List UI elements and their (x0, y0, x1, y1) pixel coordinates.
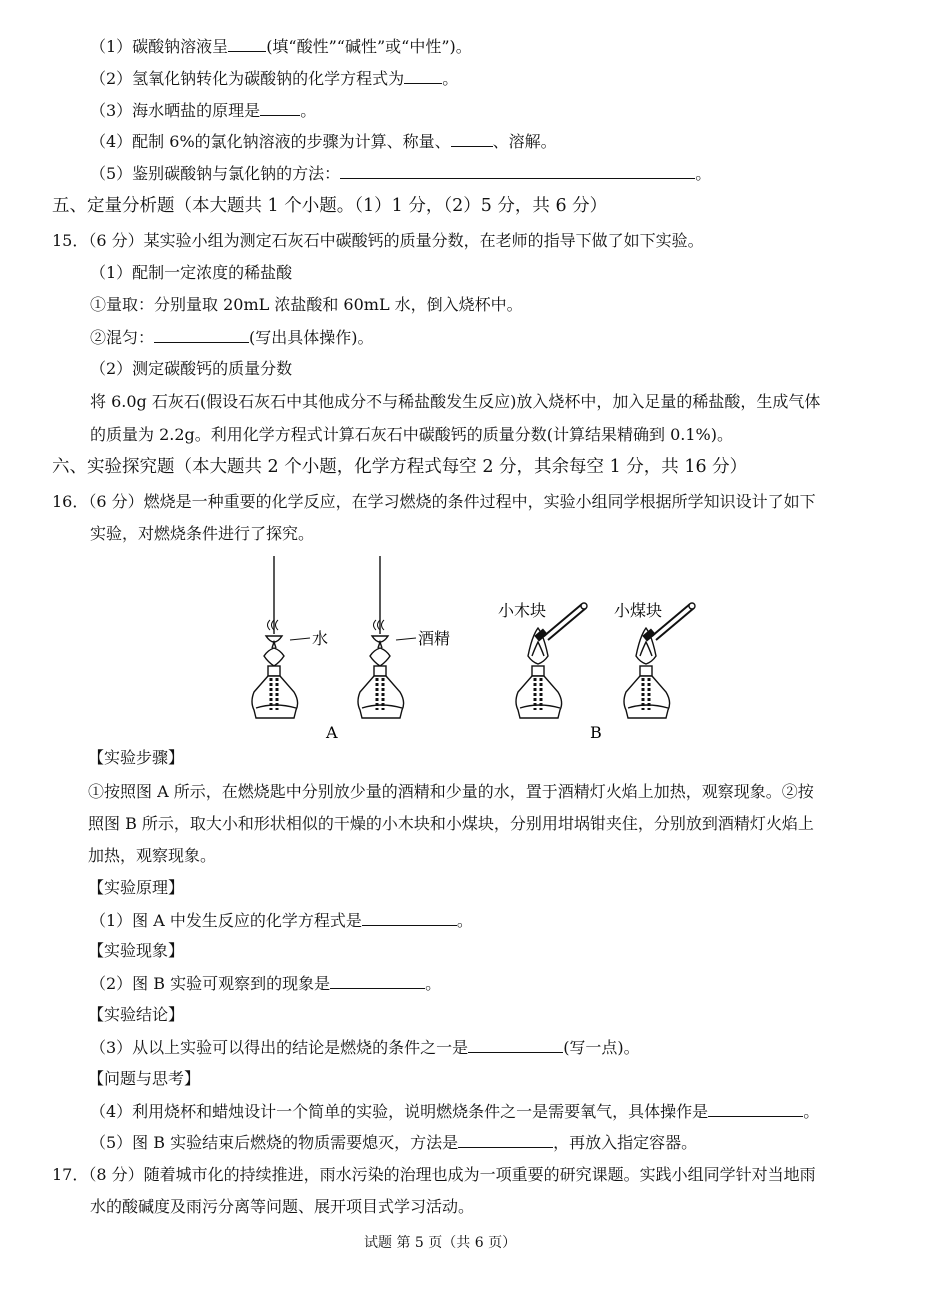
phenomenon-suffix: 。 (425, 974, 442, 993)
label-alcohol: 酒精 (418, 629, 451, 648)
think-question-5 (90, 1132, 697, 1153)
q14-item-1 (90, 36, 472, 57)
principle-question (90, 910, 473, 931)
q14-item-5-text: （5）鉴别碳酸钠与氯化钠的方法： (90, 164, 341, 183)
phenomenon-text: （2）图 B 实验可观察到的现象是 (90, 974, 331, 993)
answer-blank[interactable] (708, 1101, 803, 1117)
q14-item-3-suffix: 。 (300, 101, 317, 120)
q14-item-1-suffix: (填“酸性”“碱性”或“中性”)。 (266, 37, 472, 56)
answer-blank[interactable] (330, 973, 425, 989)
q15-stem: 15．（6 分）某实验小组为测定石灰石中碳酸钙的质量分数，在老师的指导下做了如下实验。 (52, 231, 704, 250)
think-question-4-suffix: 。 (803, 1102, 820, 1121)
answer-blank[interactable] (458, 1132, 553, 1148)
answer-blank[interactable] (260, 100, 300, 116)
figure-label-a: A (326, 723, 338, 742)
steps-title: 【实验步骤】 (88, 748, 185, 767)
q14-item-4-suffix: 、溶解。 (492, 132, 557, 151)
q14-item-5 (90, 163, 711, 184)
section-6-title: 六、实验探究题（本大题共 2 个小题，化学方程式每空 2 分，其余每空 1 分，共 16 分） (52, 457, 748, 477)
conclusion-title: 【实验结论】 (88, 1005, 185, 1024)
answer-blank[interactable] (228, 36, 266, 52)
label-coal-block: 小煤块 (614, 601, 663, 620)
principle-text: （1）图 A 中发生反应的化学方程式是 (90, 911, 362, 930)
think-title: 【问题与思考】 (88, 1069, 201, 1088)
q14-item-2-text: （2）氢氧化钠转化为碳酸钠的化学方程式为 (90, 69, 405, 88)
phenomenon-title: 【实验现象】 (88, 941, 185, 960)
principle-title: 【实验原理】 (88, 878, 185, 897)
q16-stem-line-2: 实验，对燃烧条件进行了探究。 (90, 524, 315, 543)
think-question-4 (90, 1101, 819, 1122)
alcohol-lamp-a1 (252, 556, 298, 718)
q14-item-4-text: （4）配制 6%的氯化钠溶液的步骤为计算、称量、 (90, 132, 451, 151)
q15-part-1b-text: ②混匀： (90, 328, 155, 347)
conclusion-question (90, 1037, 640, 1058)
q14-item-1-text: （1）碳酸钠溶液呈 (90, 37, 229, 56)
q17-line-1: 17．（8 分）随着城市化的持续推进，雨水污染的治理也成为一项重要的研究课题。实践小组同学针对当地雨 (52, 1165, 816, 1184)
q14-item-3-text: （3）海水晒盐的原理是 (90, 101, 261, 120)
conclusion-suffix: (写一点)。 (563, 1038, 640, 1057)
q17-line-2: 水的酸碱度及雨污分离等问题、展开项目式学习活动。 (90, 1197, 475, 1216)
q14-item-5-suffix: 。 (695, 164, 712, 183)
q15-part-1a: ①量取：分别量取 20mL 浓盐酸和 60mL 水，倒入烧杯中。 (90, 295, 523, 314)
phenomenon-question (90, 973, 441, 994)
answer-blank[interactable] (362, 910, 457, 926)
alcohol-lamp-b2 (624, 603, 695, 718)
answer-blank[interactable] (451, 131, 493, 147)
q14-item-2-suffix: 。 (442, 69, 459, 88)
q15-part-1b (90, 327, 374, 348)
label-water: 水 (312, 629, 329, 648)
q14-item-2 (90, 68, 458, 89)
label-wood-block: 小木块 (498, 601, 547, 620)
steps-line-1: ①按照图 A 所示，在燃烧匙中分别放少量的酒精和少量的水，置于酒精灯火焰上加热，观察现象。②按 (88, 782, 814, 801)
steps-line-3: 加热，观察现象。 (88, 846, 217, 865)
principle-suffix: 。 (456, 911, 473, 930)
section-5-title: 五、定量分析题（本大题共 1 个小题。（1）1 分，（2）5 分，共 6 分） (52, 196, 608, 216)
answer-blank[interactable] (340, 163, 695, 179)
q14-item-4 (90, 131, 557, 152)
steps-line-2: 照图 B 所示，取大小和形状相似的干燥的小木块和小煤块，分别用坩埚钳夹住，分别放到酒精灯火焰上 (88, 814, 814, 833)
think-question-5-suffix: ，再放入指定容器。 (553, 1133, 698, 1152)
alcohol-lamp-b1 (516, 603, 587, 718)
q15-part-1b-suffix: (写出具体操作)。 (249, 328, 374, 347)
alcohol-lamp-a2 (358, 556, 404, 718)
q16-stem-line-1: 16．（6 分）燃烧是一种重要的化学反应，在学习燃烧的条件过程中，实验小组同学根据所学知识设计了如下 (52, 492, 816, 511)
conclusion-text: （3）从以上实验可以得出的结论是燃烧的条件之一是 (90, 1038, 469, 1057)
experiment-figure (250, 552, 720, 744)
answer-blank[interactable] (154, 327, 249, 343)
answer-blank[interactable] (404, 68, 442, 84)
q15-part-2-line-2: 的质量为 2.2g。利用化学方程式计算石灰石中碳酸钙的质量分数(计算结果精确到 0.1%)。 (90, 425, 733, 444)
think-question-5-text: （5）图 B 实验结束后燃烧的物质需要熄灭，方法是 (90, 1133, 459, 1152)
q15-part-2: （2）测定碳酸钙的质量分数 (90, 359, 293, 378)
page-footer: 试题 第 5 页（共 6 页） (364, 1235, 517, 1251)
think-question-4-text: （4）利用烧杯和蜡烛设计一个简单的实验，说明燃烧条件之一是需要氧气，具体操作是 (90, 1102, 709, 1121)
q15-part-2-line-1: 将 6.0g 石灰石(假设石灰石中其他成分不与稀盐酸发生反应)放入烧杯中，加入足量的稀盐酸，生成气体 (90, 392, 821, 411)
figure-label-b: B (590, 723, 602, 742)
answer-blank[interactable] (468, 1037, 563, 1053)
q14-item-3 (90, 100, 316, 121)
q15-part-1: （1）配制一定浓度的稀盐酸 (90, 263, 293, 282)
